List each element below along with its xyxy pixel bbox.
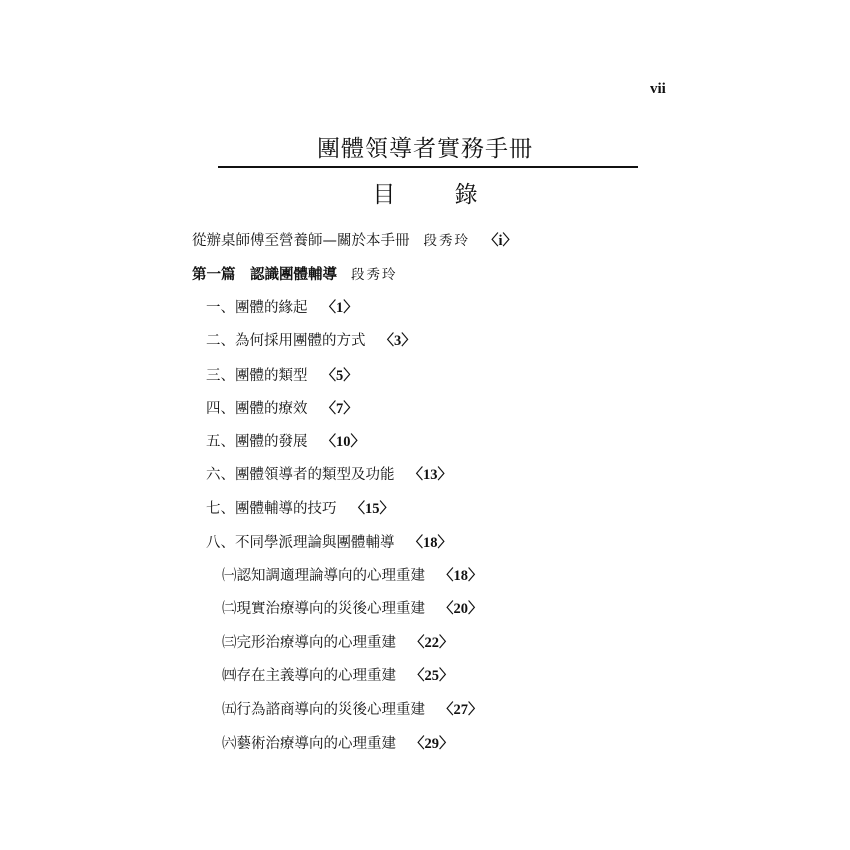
page-number: vii [650,81,666,97]
entry-page: 〈7〉 [321,401,358,417]
toc-subentry [222,566,483,586]
toc-subentry [222,734,454,754]
entry-author: 段秀玲 [351,267,398,283]
entry-title: ㈣存在主義導向的心理重建 [222,668,396,684]
entry-author: 段秀玲 [423,233,470,249]
toc-entry-preface [192,231,517,251]
entry-title: ㈡現實治療導向的災後心理重建 [222,601,425,617]
entry-title: 一、團體的緣起 [206,300,308,316]
entry-page: 〈13〉 [408,467,452,483]
toc-subentry [222,599,483,619]
entry-title: 二、為何採用團體的方式 [206,333,366,349]
entry-title: 第一篇 認識團體輔導 [192,267,337,283]
entry-page: 〈27〉 [439,702,483,718]
entry-page: 〈18〉 [408,535,452,551]
entry-title: 三、團體的類型 [206,368,308,384]
toc-subentry [222,633,454,653]
toc-entry [206,533,452,553]
entry-page: 〈3〉 [379,333,416,349]
entry-title: 從辦桌師傅至營養師—關於本手冊 [192,233,410,249]
entry-page: 〈22〉 [410,635,454,651]
toc-entry [206,298,358,318]
entry-page: 〈18〉 [439,568,483,584]
toc-entry [206,399,358,419]
entry-title: ㈤行為諮商導向的災後心理重建 [222,702,425,718]
entry-page: 〈15〉 [350,501,394,517]
toc-entry [206,331,416,351]
toc-entry-part-one [192,265,398,285]
entry-title: 六、團體領導者的類型及功能 [206,467,395,483]
entry-page: 〈1〉 [321,300,358,316]
entry-title: 八、不同學派理論與團體輔導 [206,535,395,551]
entry-page: 〈29〉 [410,736,454,752]
toc-entry [206,366,358,386]
entry-title: 四、團體的療效 [206,401,308,417]
entry-title: ㈠認知調適理論導向的心理重建 [222,568,425,584]
title-divider [218,166,638,168]
entry-title: 七、團體輔導的技巧 [206,501,337,517]
entry-page: 〈20〉 [439,601,483,617]
entry-title: ㈢完形治療導向的心理重建 [222,635,396,651]
toc-subentry [222,700,483,720]
entry-title: ㈥藝術治療導向的心理重建 [222,736,396,752]
entry-page: 〈10〉 [321,434,365,450]
toc-entry [206,432,365,452]
entry-page: 〈i〉 [484,233,518,249]
book-title: 團體領導者實務手冊 [317,136,533,162]
entry-title: 五、團體的發展 [206,434,308,450]
entry-page: 〈5〉 [321,368,358,384]
toc-heading: 目 錄 [372,182,504,208]
toc-subentry [222,666,454,686]
toc-entry [206,499,394,519]
entry-page: 〈25〉 [410,668,454,684]
toc-entry [206,465,452,485]
